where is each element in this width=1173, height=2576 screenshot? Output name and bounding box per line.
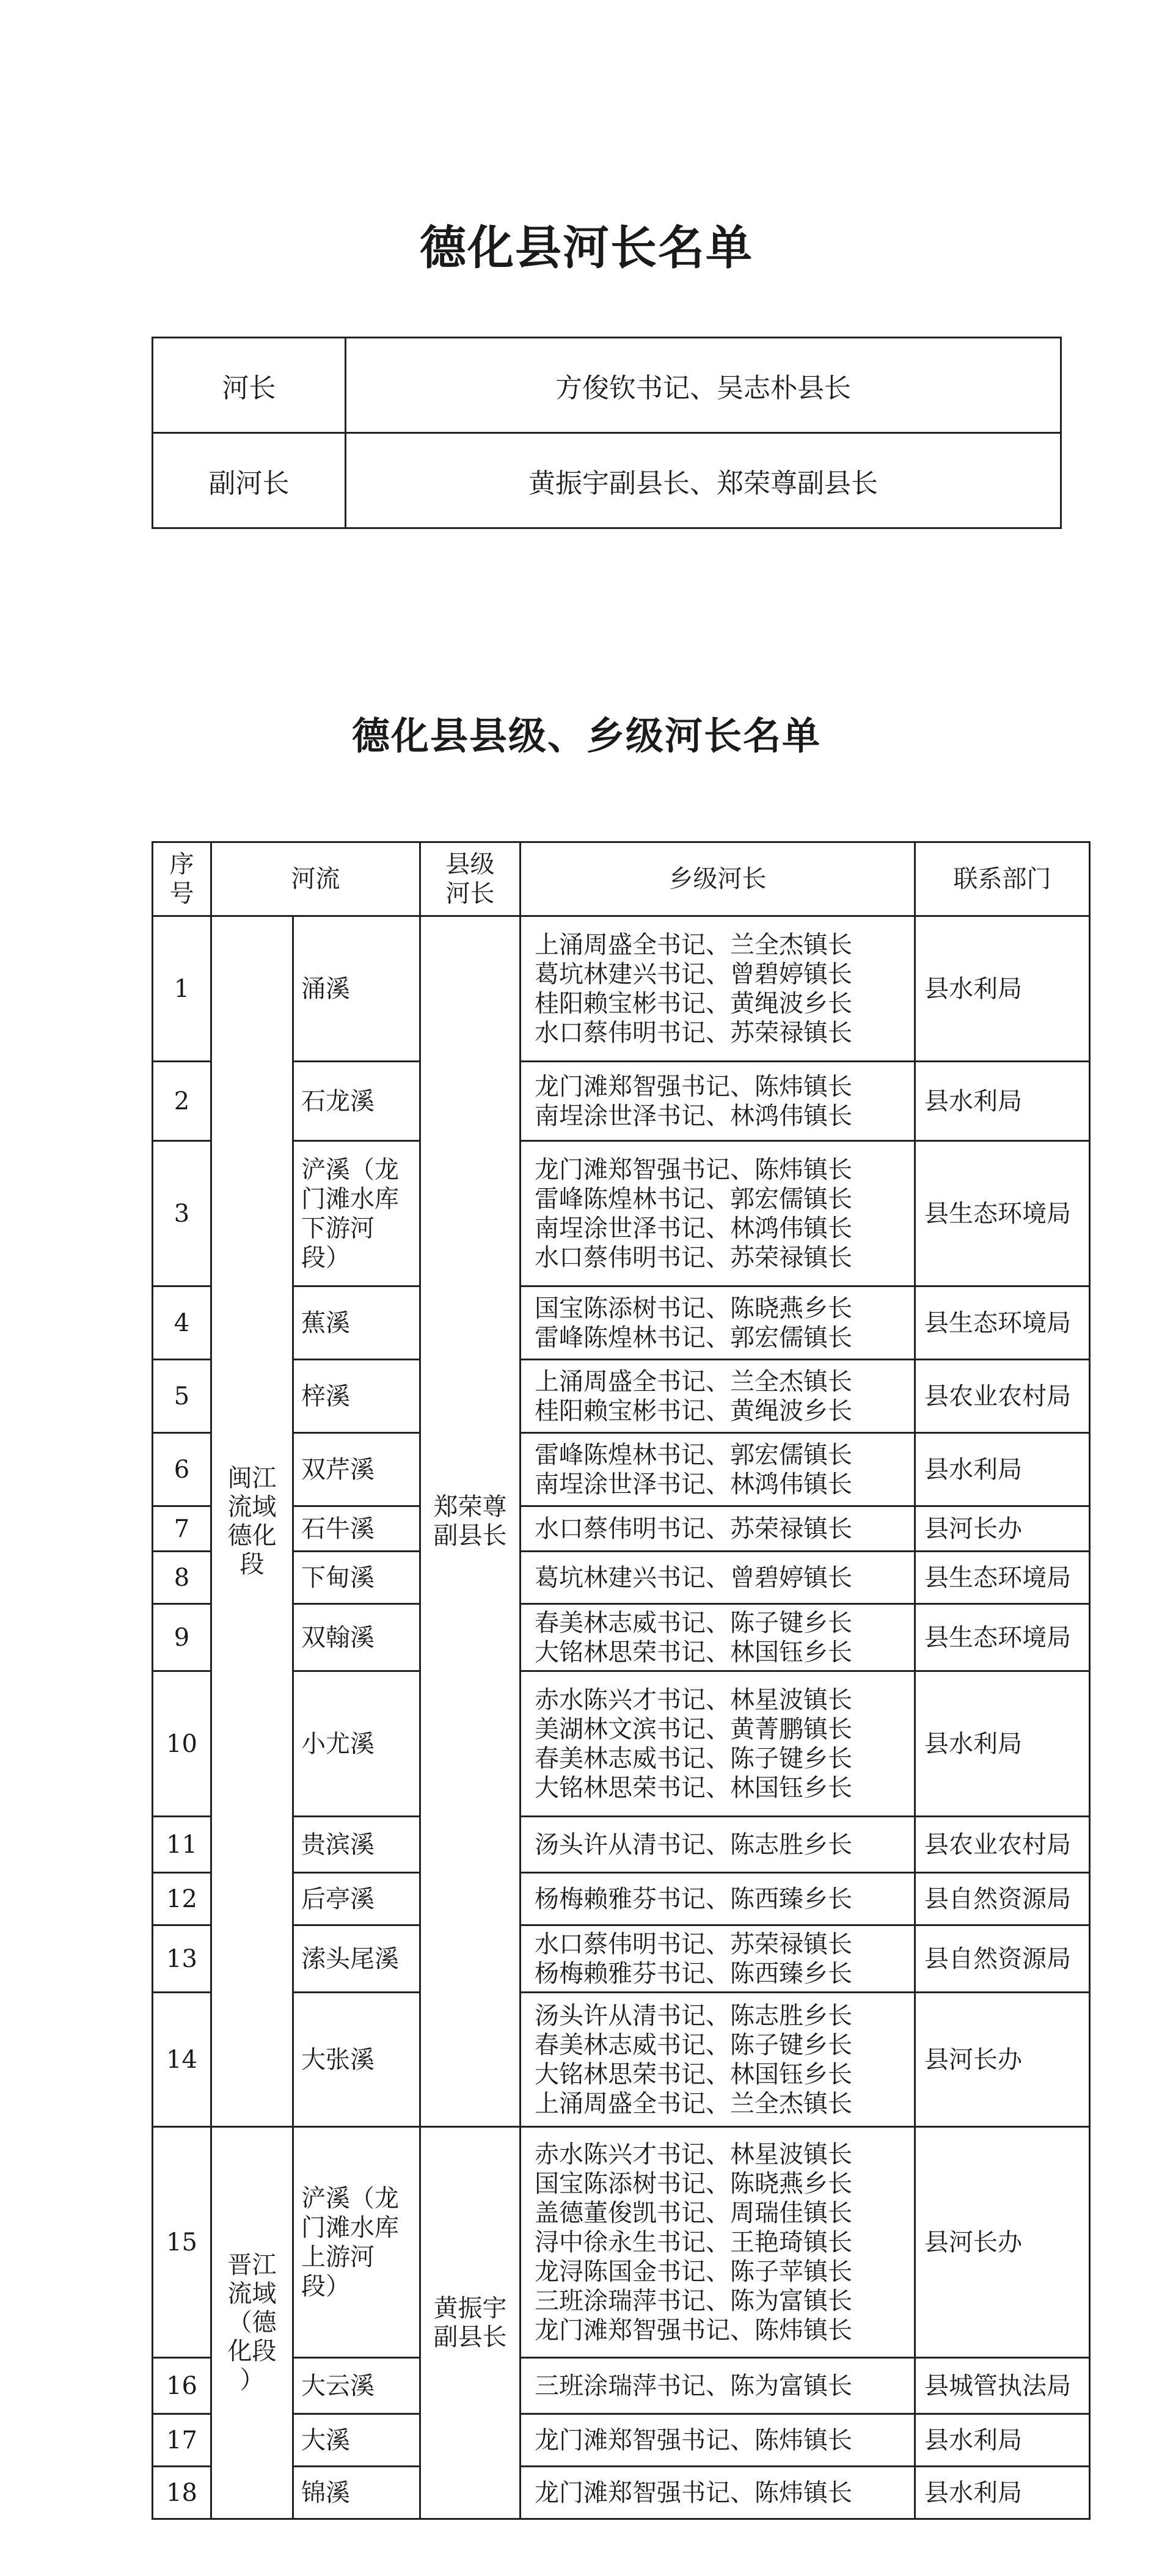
township-chief-cell bbox=[521, 1925, 915, 1993]
seq-cell: 14 bbox=[153, 1993, 211, 2127]
section-title: 德化县县级、乡级河长名单 bbox=[351, 713, 821, 758]
page-title: 德化县河长名单 bbox=[420, 221, 753, 275]
cell-text-line: 大溪 bbox=[301, 2426, 350, 2454]
river-name-cell bbox=[293, 2414, 420, 2467]
table-row bbox=[153, 1873, 1090, 1925]
table-row bbox=[153, 1360, 1090, 1433]
cell-text-line: 三班涂瑞萍书记、陈为富镇长 bbox=[535, 2371, 852, 2400]
cell-text-line: 国宝陈添树书记、陈晓燕乡长 bbox=[535, 2169, 852, 2198]
cell-text-line: 段 bbox=[239, 1550, 265, 1578]
cell-text-line: 赤水陈兴才书记、林星波镇长 bbox=[535, 1685, 852, 1714]
river-name-cell bbox=[293, 1671, 420, 1817]
cell-text-line: 河长 bbox=[445, 880, 495, 908]
cell-text-line: 号 bbox=[169, 880, 194, 908]
table-row bbox=[153, 2127, 1090, 2358]
header-seq bbox=[153, 842, 211, 916]
seq-cell: 16 bbox=[153, 2358, 211, 2414]
township-chief-cell bbox=[521, 1552, 915, 1604]
cell-text-line: 雷峰陈煌林书记、郭宏儒镇长 bbox=[535, 1440, 852, 1469]
river-name-cell bbox=[293, 1062, 420, 1141]
role-cell: 河长 bbox=[153, 338, 346, 433]
cell-text-line: 流域 bbox=[227, 1492, 277, 1521]
cell-text-line: 大张溪 bbox=[301, 2045, 375, 2074]
river-name-cell bbox=[293, 2358, 420, 2414]
township-chief-cell bbox=[521, 1604, 915, 1671]
cell-text-line: （德 bbox=[227, 2308, 277, 2337]
cell-text-line: 梓溪 bbox=[301, 1382, 350, 1410]
cell-text-line: 门滩水库 bbox=[301, 2213, 399, 2242]
township-chief-cell bbox=[521, 1286, 915, 1360]
cell-text-line: 蕉溪 bbox=[301, 1308, 350, 1337]
dept-cell: 县河长办 bbox=[915, 1506, 1090, 1552]
cell-text-line: 上涌周盛全书记、兰全杰镇长 bbox=[535, 930, 852, 959]
dept-cell: 县生态环境局 bbox=[915, 1141, 1090, 1286]
dept-cell: 县河长办 bbox=[915, 2127, 1090, 2358]
river-name-cell bbox=[293, 1433, 420, 1506]
cell-text-line: 杨梅赖雅芬书记、陈西臻乡长 bbox=[535, 1959, 852, 1988]
header-county-chief bbox=[420, 842, 521, 916]
seq-cell: 1 bbox=[153, 916, 211, 1062]
township-chief-cell bbox=[521, 2358, 915, 2414]
cell-text-line: 国宝陈添树书记、陈晓燕乡长 bbox=[535, 1294, 852, 1323]
dept-cell: 县自然资源局 bbox=[915, 1925, 1090, 1993]
cell-text-line: 南埕涂世泽书记、林鸿伟镇长 bbox=[535, 1470, 852, 1498]
table-header-row bbox=[153, 842, 1090, 916]
cell-text-line: 龙门滩郑智强书记、陈炜镇长 bbox=[535, 2478, 852, 2507]
cell-text-line: 上游河 bbox=[301, 2242, 375, 2271]
seq-cell: 15 bbox=[153, 2127, 211, 2358]
township-chief-cell bbox=[521, 916, 915, 1062]
cell-text-line: 涌溪 bbox=[301, 974, 350, 1003]
seq-cell: 6 bbox=[153, 1433, 211, 1506]
cell-text-line: 序 bbox=[169, 850, 194, 878]
cell-text-line: 双芹溪 bbox=[301, 1455, 375, 1484]
dept-cell: 县生态环境局 bbox=[915, 1286, 1090, 1360]
cell-text-line: 桂阳赖宝彬书记、黄绳波乡长 bbox=[535, 989, 852, 1018]
table-row bbox=[153, 2358, 1090, 2414]
river-name-cell bbox=[293, 1360, 420, 1433]
river-name-cell bbox=[293, 1993, 420, 2127]
dept-cell: 县生态环境局 bbox=[915, 1552, 1090, 1604]
table-row bbox=[153, 2467, 1090, 2519]
cell-text-line: 三班涂瑞萍书记、陈为富镇长 bbox=[535, 2286, 852, 2315]
township-chief-cell bbox=[521, 1873, 915, 1925]
dept-cell: 县水利局 bbox=[915, 2414, 1090, 2467]
township-chief-cell bbox=[521, 1671, 915, 1817]
township-chief-cell bbox=[521, 1433, 915, 1506]
table-row bbox=[153, 1286, 1090, 1360]
cell-text-line: 段） bbox=[301, 2272, 350, 2301]
cell-text-line: 大铭林思荣书记、林国钰乡长 bbox=[535, 2060, 852, 2089]
cell-text-line: 大铭林思荣书记、林国钰乡长 bbox=[535, 1773, 852, 1802]
cell-text-line: 双翰溪 bbox=[301, 1623, 375, 1652]
cell-text-line: 贵滨溪 bbox=[301, 1830, 375, 1859]
cell-text-line: 上涌周盛全书记、兰全杰镇长 bbox=[535, 2089, 852, 2118]
county-chief-cell bbox=[420, 2127, 521, 2519]
cell-text-line: 水口蔡伟明书记、苏荣禄镇长 bbox=[535, 1243, 852, 1272]
cell-text-line: 水口蔡伟明书记、苏荣禄镇长 bbox=[535, 1018, 852, 1047]
township-chief-cell bbox=[521, 1141, 915, 1286]
seq-cell: 11 bbox=[153, 1817, 211, 1873]
cell-text-line: 段） bbox=[301, 1243, 350, 1272]
township-chief-cell bbox=[521, 2414, 915, 2467]
seq-cell: 4 bbox=[153, 1286, 211, 1360]
cell-text-line: 下甸溪 bbox=[301, 1563, 375, 1592]
seq-cell: 3 bbox=[153, 1141, 211, 1286]
table-row bbox=[153, 1925, 1090, 1993]
cell-text-line: 锦溪 bbox=[301, 2478, 350, 2507]
table-row bbox=[153, 338, 1061, 433]
cell-text-line: 上涌周盛全书记、兰全杰镇长 bbox=[535, 1367, 852, 1396]
river-chief-table bbox=[152, 841, 1091, 2520]
cell-text-line: 春美林志威书记、陈子键乡长 bbox=[535, 1608, 852, 1637]
cell-text-line: 汤头许从清书记、陈志胜乡长 bbox=[535, 1830, 852, 1859]
river-name-cell bbox=[293, 1925, 420, 1993]
cell-text-line: 副县长 bbox=[433, 1521, 507, 1550]
township-chief-cell bbox=[521, 1506, 915, 1552]
cell-text-line: 汤头许从清书记、陈志胜乡长 bbox=[535, 2001, 852, 2030]
cell-text-line: 石牛溪 bbox=[301, 1514, 375, 1543]
cell-text-line: 闽江 bbox=[227, 1464, 277, 1492]
river-name-cell bbox=[293, 1552, 420, 1604]
dept-cell: 县城管执法局 bbox=[915, 2358, 1090, 2414]
township-chief-cell bbox=[521, 1062, 915, 1141]
cell-text-line: 南埕涂世泽书记、林鸿伟镇长 bbox=[535, 1101, 852, 1130]
township-chief-cell bbox=[521, 1817, 915, 1873]
dept-cell: 县农业农村局 bbox=[915, 1360, 1090, 1433]
table-row bbox=[153, 1552, 1090, 1604]
township-chief-cell bbox=[521, 2127, 915, 2358]
seq-cell: 7 bbox=[153, 1506, 211, 1552]
table-row bbox=[153, 1671, 1090, 1817]
cell-text-line: 县级 bbox=[445, 850, 495, 878]
cell-text-line: 石龙溪 bbox=[301, 1087, 375, 1115]
river-name-cell bbox=[293, 916, 420, 1062]
cell-text-line: 黄振宇 bbox=[433, 2294, 507, 2322]
seq-cell: 17 bbox=[153, 2414, 211, 2467]
table-row bbox=[153, 433, 1061, 528]
cell-text-line: 雷峰陈煌林书记、郭宏儒镇长 bbox=[535, 1184, 852, 1213]
cell-text-line: 德化 bbox=[227, 1521, 277, 1550]
cell-text-line: 化段 bbox=[227, 2337, 277, 2365]
cell-text-line: 浐溪（龙 bbox=[301, 2184, 399, 2213]
township-chief-cell bbox=[521, 1360, 915, 1433]
river-name-cell bbox=[293, 2127, 420, 2358]
table-row bbox=[153, 1062, 1090, 1141]
county-chief-cell bbox=[420, 916, 521, 2127]
seq-cell: 12 bbox=[153, 1873, 211, 1925]
seq-cell: 8 bbox=[153, 1552, 211, 1604]
cell-text-line: ） bbox=[239, 2366, 265, 2394]
township-chief-cell bbox=[521, 2467, 915, 2519]
river-name-cell bbox=[293, 2467, 420, 2519]
table-row bbox=[153, 916, 1090, 1062]
dept-cell: 县水利局 bbox=[915, 1671, 1090, 1817]
dept-cell: 县农业农村局 bbox=[915, 1817, 1090, 1873]
cell-text-line: 大云溪 bbox=[301, 2371, 375, 2400]
township-chief-cell bbox=[521, 1993, 915, 2127]
seq-cell: 13 bbox=[153, 1925, 211, 1993]
cell-text-line: 小尤溪 bbox=[301, 1729, 375, 1758]
header-township-chief: 乡级河长 bbox=[521, 842, 915, 916]
seq-cell: 10 bbox=[153, 1671, 211, 1817]
cell-text-line: 浐溪（龙 bbox=[301, 1155, 399, 1184]
cell-text-line: 龙门滩郑智强书记、陈炜镇长 bbox=[535, 2426, 852, 2454]
dept-cell: 县水利局 bbox=[915, 1433, 1090, 1506]
basin-cell bbox=[211, 916, 293, 2127]
cell-text-line: 龙门滩郑智强书记、陈炜镇长 bbox=[535, 1072, 852, 1101]
cell-text-line: 郑荣尊 bbox=[433, 1492, 507, 1521]
cell-text-line: 溹头尾溪 bbox=[301, 1944, 399, 1973]
dept-cell: 县生态环境局 bbox=[915, 1604, 1090, 1671]
dept-cell: 县自然资源局 bbox=[915, 1873, 1090, 1925]
cell-text-line: 龙浔陈国金书记、陈子苹镇长 bbox=[535, 2257, 852, 2286]
cell-text-line: 副县长 bbox=[433, 2322, 507, 2351]
table-row bbox=[153, 1993, 1090, 2127]
river-name-cell bbox=[293, 1873, 420, 1925]
seq-cell: 2 bbox=[153, 1062, 211, 1141]
dept-cell: 县水利局 bbox=[915, 2467, 1090, 2519]
cell-text-line: 下游河 bbox=[301, 1214, 375, 1242]
seq-cell: 5 bbox=[153, 1360, 211, 1433]
cell-text-line: 晋江 bbox=[227, 2251, 277, 2279]
table-row bbox=[153, 1141, 1090, 1286]
cell-text-line: 杨梅赖雅芬书记、陈西臻乡长 bbox=[535, 1885, 852, 1913]
names-cell: 黄振宇副县长、郑荣尊副县长 bbox=[346, 433, 1061, 528]
cell-text-line: 水口蔡伟明书记、苏荣禄镇长 bbox=[535, 1930, 852, 1958]
cell-text-line: 赤水陈兴才书记、林星波镇长 bbox=[535, 2140, 852, 2169]
cell-text-line: 门滩水库 bbox=[301, 1184, 399, 1213]
seq-cell: 18 bbox=[153, 2467, 211, 2519]
cell-text-line: 后亭溪 bbox=[301, 1885, 375, 1913]
river-name-cell bbox=[293, 1817, 420, 1873]
names-cell: 方俊钦书记、吴志朴县长 bbox=[346, 338, 1061, 433]
cell-text-line: 浔中徐永生书记、王艳琦镇长 bbox=[535, 2228, 852, 2257]
role-cell: 副河长 bbox=[153, 433, 346, 528]
river-name-cell bbox=[293, 1506, 420, 1552]
river-name-cell bbox=[293, 1286, 420, 1360]
cell-text-line: 桂阳赖宝彬书记、黄绳波乡长 bbox=[535, 1396, 852, 1425]
river-name-cell bbox=[293, 1141, 420, 1286]
header-river: 河流 bbox=[211, 842, 420, 916]
cell-text-line: 葛坑林建兴书记、曾碧婷镇长 bbox=[535, 1563, 852, 1592]
header-dept: 联系部门 bbox=[915, 842, 1090, 916]
cell-text-line: 雷峰陈煌林书记、郭宏儒镇长 bbox=[535, 1323, 852, 1352]
seq-cell: 9 bbox=[153, 1604, 211, 1671]
cell-text-line: 盖德董俊凯书记、周瑞佳镇长 bbox=[535, 2198, 852, 2227]
table-row bbox=[153, 2414, 1090, 2467]
cell-text-line: 春美林志威书记、陈子键乡长 bbox=[535, 2031, 852, 2059]
table-row bbox=[153, 1817, 1090, 1873]
basin-cell bbox=[211, 2127, 293, 2519]
table-row bbox=[153, 1604, 1090, 1671]
river-name-cell bbox=[293, 1604, 420, 1671]
dept-cell: 县水利局 bbox=[915, 1062, 1090, 1141]
cell-text-line: 流域 bbox=[227, 2280, 277, 2308]
cell-text-line: 南埕涂世泽书记、林鸿伟镇长 bbox=[535, 1214, 852, 1242]
cell-text-line: 龙门滩郑智强书记、陈炜镇长 bbox=[535, 1155, 852, 1184]
table-row bbox=[153, 1506, 1090, 1552]
cell-text-line: 美湖林文滨书记、黄菁鹏镇长 bbox=[535, 1715, 852, 1743]
cell-text-line: 大铭林思荣书记、林国钰乡长 bbox=[535, 1638, 852, 1666]
table-row bbox=[153, 1433, 1090, 1506]
cell-text-line: 春美林志威书记、陈子键乡长 bbox=[535, 1744, 852, 1773]
cell-text-line: 水口蔡伟明书记、苏荣禄镇长 bbox=[535, 1514, 852, 1543]
county-chief-table bbox=[152, 337, 1062, 529]
dept-cell: 县河长办 bbox=[915, 1993, 1090, 2127]
cell-text-line: 龙门滩郑智强书记、陈炜镇长 bbox=[535, 2316, 852, 2344]
cell-text-line: 葛坑林建兴书记、曾碧婷镇长 bbox=[535, 960, 852, 988]
dept-cell: 县水利局 bbox=[915, 916, 1090, 1062]
